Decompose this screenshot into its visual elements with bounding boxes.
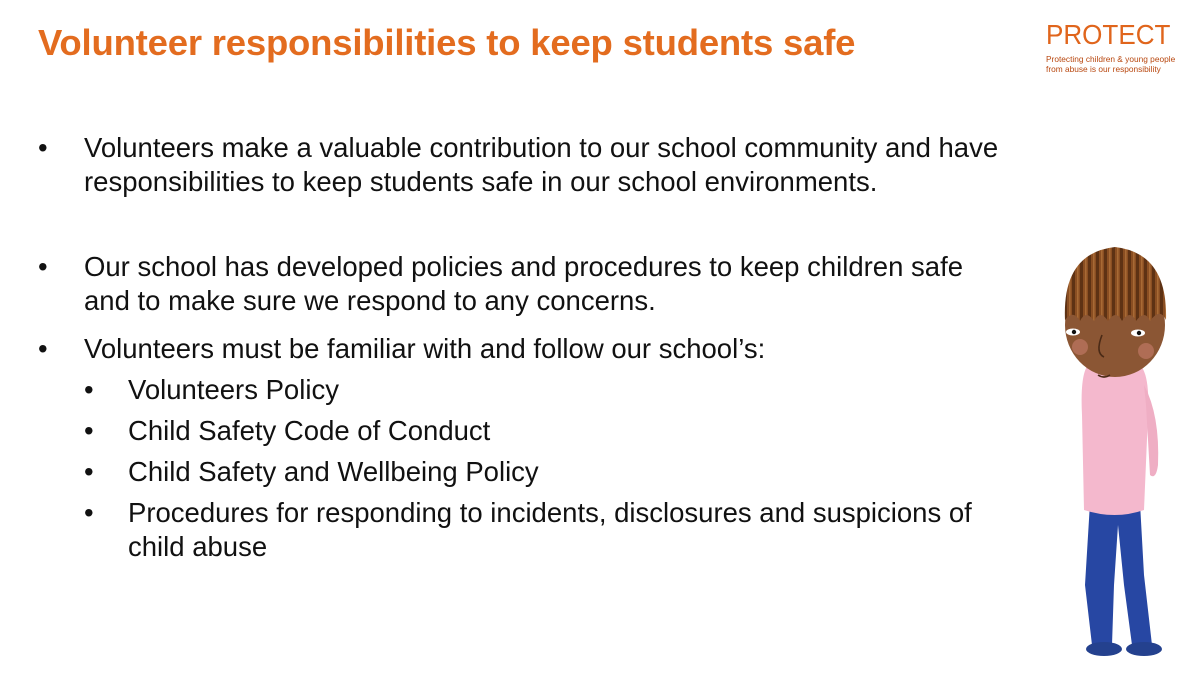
logo-tagline-line-1: Protecting children & young people (1046, 54, 1176, 64)
logo-wordmark: PROTECT (1046, 19, 1171, 50)
sub-bullet-item-3: Child Safety and Wellbeing Policy (128, 456, 539, 487)
sub-bullet-item-1: Volunteers Policy (128, 374, 339, 405)
sub-bullet-marker: • (84, 497, 94, 528)
sub-bullet-item-4: Procedures for responding to incidents, disclosures and suspicions of child abuse (128, 497, 972, 562)
bullet-marker: • (38, 251, 48, 282)
logo-tagline-line-2: from abuse is our responsibility (1046, 64, 1161, 74)
protect-logo (1046, 20, 1186, 74)
slide-title: Volunteer responsibilities to keep students safe (38, 22, 856, 63)
bullet-marker: • (38, 132, 48, 163)
sub-bullet-marker: • (84, 456, 94, 487)
child-illustration (1040, 225, 1190, 670)
sub-bullet-marker: • (84, 415, 94, 446)
bullet-item-1: Volunteers make a valuable contribution to our school community and have responsibilities to keep students safe in our school environments. (84, 132, 999, 197)
bullet-item-2: Our school has developed policies and procedures to keep children safe and to make sure we respond to any concerns. (84, 251, 964, 316)
bullet-marker: • (38, 333, 48, 364)
sub-bullet-marker: • (84, 374, 94, 405)
bullet-item-3: Volunteers must be familiar with and follow our school’s: (84, 333, 766, 364)
sub-bullet-item-2: Child Safety Code of Conduct (128, 415, 491, 446)
